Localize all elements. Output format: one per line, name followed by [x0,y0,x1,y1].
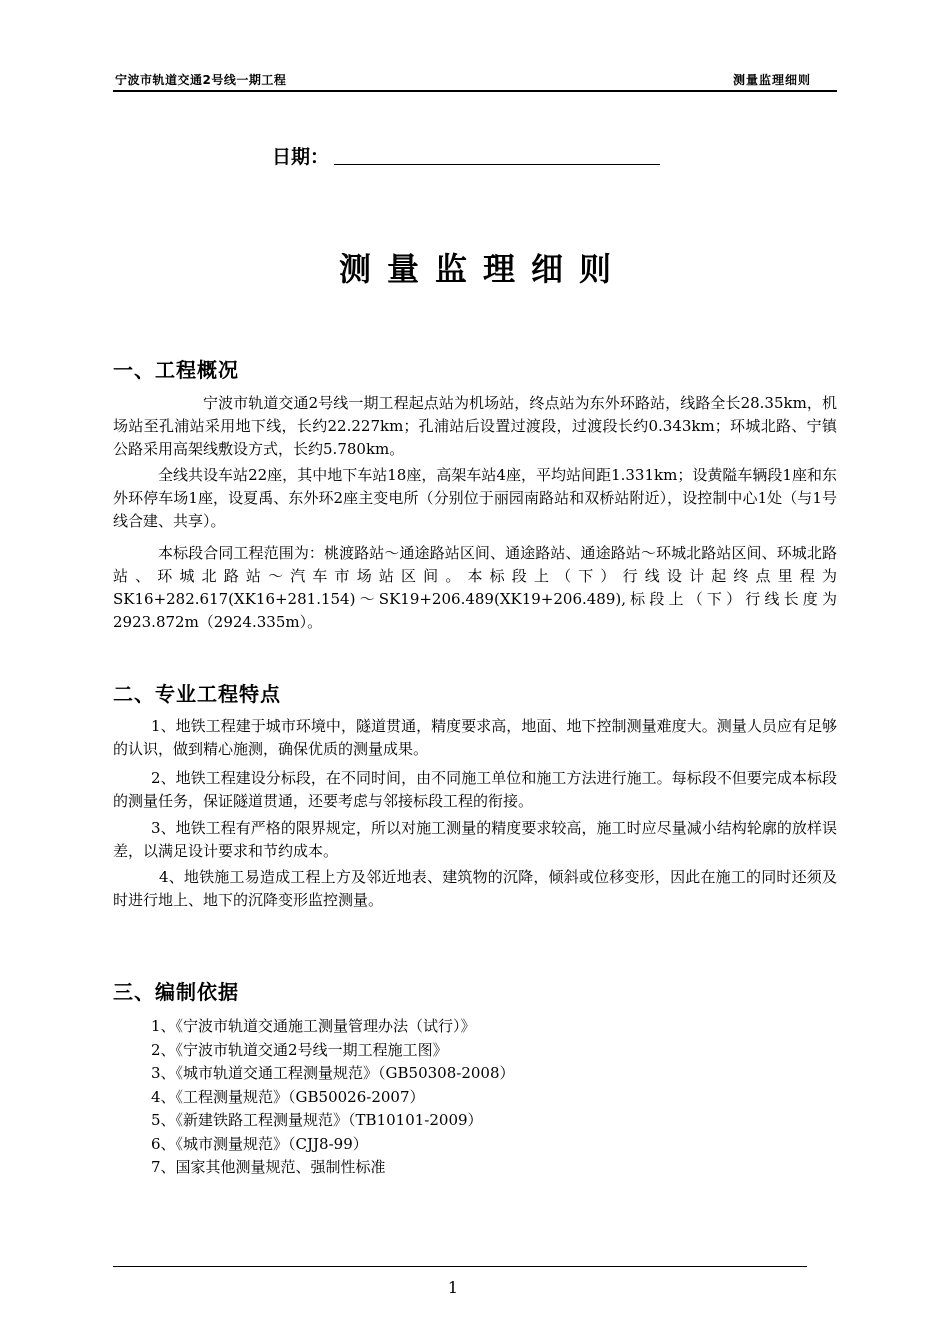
list-item: 6、《城市测量规范》（CJJ8-99） [151,1134,368,1153]
list-item: 2、《宁波市轨道交通2号线一期工程施工图》 [151,1040,448,1059]
section-heading-basis: 三、编制依据 [113,980,239,1004]
document-title: 测量监理细则 [338,250,627,288]
section-heading-features: 二、专业工程特点 [113,682,281,706]
date-blank-line [334,164,660,165]
features-paragraph-3: 3、地铁工程有严格的限界规定，所以对施工测量的精度要求较高，施工时应尽量减小结构轮廓的放样误差，以满足设计要求和节约成本。 [113,819,837,860]
list-item: 4、《工程测量规范》（GB50026-2007） [151,1087,425,1106]
features-paragraph-2: 2、地铁工程建设分标段，在不同时间，由不同施工单位和施工方法进行施工。每标段不但要完成本标段的测量任务，保证隧道贯通，还要考虑与邻接标段工程的衔接。 [113,769,837,810]
date-label: 日期： [272,146,330,168]
features-paragraph-4: 4、地铁施工易造成工程上方及邻近地表、建筑物的沉降，倾斜或位移变形，因此在施工的同时还须及时进行地上、地下的沉降变形监控测量。 [113,868,837,909]
list-item: 1、《宁波市轨道交通施工测量管理办法（试行）》 [151,1017,476,1035]
list-item: 3、《城市轨道交通工程测量规范》（GB50308-2008） [151,1064,515,1082]
date-field [272,142,329,168]
section-heading-overview: 一、工程概况 [113,358,239,382]
overview-paragraph-1: 宁波市轨道交通2号线一期工程起点站为机场站，终点站为东外环路站，线路全长28.35km，机场站至孔浦站采用地下线，长约22.227km；孔浦站后设置过渡段，过渡段长约0.343km；环城北路、宁镇公路采用高架线敷设方式，长约5.780km。 [113,394,837,458]
overview-paragraph-2: 全线共设车站22座，其中地下车站18座，高架车站4座，平均站间距1.331km；设黄隘车辆段1座和东外环停车场1座，设夏禹、东外环2座主变电所（分别位于丽园南路站和双桥站附近），设控制中心1处（与1号线合建、共享）。 [113,466,837,530]
page-header [113,68,837,92]
features-paragraph-1: 1、地铁工程建于城市环境中，隧道贯通，精度要求高，地面、地下控制测量难度大。测量人员应有足够的认识，做到精心施测，确保优质的测量成果。 [113,717,837,758]
page-number: 1 [447,1278,459,1297]
header-project-name: 宁波市轨道交通2号线一期工程 [115,73,287,87]
list-item: 7、国家其他测量规范、强制性标准 [151,1158,386,1176]
overview-paragraph-3: 本标段合同工程范围为：桃渡路站～通途路站区间、通途路站、通途路站～环城北路站区间、环城北路站、环城北路站～汽车市场站区间。本标段上（下）行线设计起终点里程为SK16+282.617(XK16+281.154)～SK19+206.489(XK19+206.489),标段上（下）行线长度为2923.872m（2924.335m）。 [113,544,837,631]
footer-divider [113,1266,807,1267]
list-item: 5、《新建铁路工程测量规范》（TB10101-2009） [151,1111,483,1129]
header-document-name: 测量监理细则 [732,73,811,87]
basis-list [151,1015,831,1180]
